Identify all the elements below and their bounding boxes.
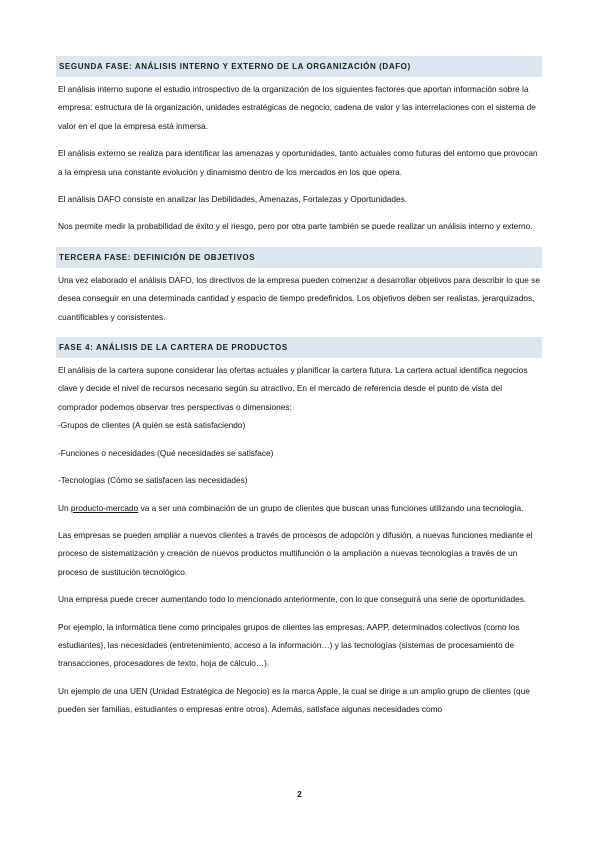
pm-prefix: Un (58, 502, 71, 513)
producto-mercado-link[interactable]: producto-mercado (70, 502, 139, 513)
list-item-grupos-clientes: -Grupos de clientes (A quién se está satisfaciendo) (58, 420, 246, 431)
paragraph-analisis-externo: El análisis externo se realiza para identificar las amenazas y oportunidades, tanto actuales como futuras del entorno que provocan a la empresa una constante evolución y dinamismo dentro de los mercados en los que opera. (58, 148, 538, 177)
document-page (56, 56, 542, 719)
list-item-funciones: -Funciones o necesidades (Qué necesidades se satisface) (58, 447, 274, 458)
page-number: 2 (297, 790, 302, 799)
pm-rest: va a ser una combinación de un grupo de clientes que buscan unas funciones utilizando una tecnología. (138, 502, 524, 513)
paragraph-ampliacion: Las empresas se pueden ampliar a nuevos clientes a través de procesos de adopción y difusión, a nuevas funciones mediante el proceso de sistematización y creación de nuevos productos multifunción o la ampliación a nuevas tecnologías a través de un proceso de sustitución tecnológico. (58, 529, 533, 577)
paragraph-ejemplo-informatica: Por ejemplo, la informática tiene como principales grupos de clientes las empresas, AAPP, determinados colectivos (como los estudiantes), las necesidades (entretenimiento, acceso a la información…) y las tecnologías (sistemas de procesamiento de transacciones, procesadores de texto, hoja de cálculo…). (58, 621, 520, 669)
paragraph-producto-mercado (56, 499, 542, 517)
paragraph-objetivos: Una vez elaborado el análisis DAFO, los directivos de la empresa pueden comenzar a desarrollar objetivos para describir lo que se desea conseguir en una determinada cantidad y espacio de tiempo predefinidos. Los objetivos deben ser realistas, jerarquizados, cuantificables y consistentes. (58, 274, 540, 322)
section-heading-fase-4: FASE 4: ANÁLISIS DE LA CARTERA DE PRODUCTOS (56, 337, 542, 358)
paragraph-analisis-interno: El análisis interno supone el estudio introspectivo de la organización de los siguientes factores que aportan información sobre la empresa: estructura de la organización, unidades estratégicas de negocio, cadena de valor y las interrelaciones con el sistema de valor en el que la empresa está inmersa. (58, 84, 536, 131)
section-heading-tercera-fase: TERCERA FASE: DEFINICIÓN DE OBJETIVOS (56, 247, 542, 268)
paragraph-probabilidad-exito: Nos permite medir la probabilidad de éxito y el riesgo, pero por otra parte también se puede realizar un análisis interno y externo. (58, 221, 533, 232)
paragraph-analisis-cartera: El análisis de la cartera supone considerar las ofertas actuales y planificar la cartera futura. La cartera actual identifica negocios clave y decide el nivel de recursos necesario según su atractivo. En el mercado de referencia desde el punto de vista del comprador podemos observar tres perspectivas o dimensiones: (58, 365, 528, 412)
section-heading-segunda-fase: SEGUNDA FASE: ANÁLISIS INTERNO Y EXTERNO DE LA ORGANIZACIÓN (DAFO) (56, 56, 542, 77)
paragraph-analisis-dafo: El análisis DAFO consiste en analizar las Debilidades, Amenazas, Fortalezas y Oportunidades. (58, 194, 408, 205)
paragraph-ejemplo-uen: Un ejemplo de una UEN (Unidad Estratégica de Negocio) es la marca Apple, la cual se dirige a un amplio grupo de clientes (que pueden ser familias, estudiantes o empresas entre otros). Además, satisface algunas necesidades como (58, 685, 530, 715)
list-item-tecnologias: -Tecnologías (Cómo se satisfacen las necesidades) (58, 475, 248, 486)
paragraph-crecimiento: Una empresa puede crecer aumentando todo lo mencionado anteriormente, con lo que conseguirá una serie de oportunidades. (58, 594, 527, 605)
